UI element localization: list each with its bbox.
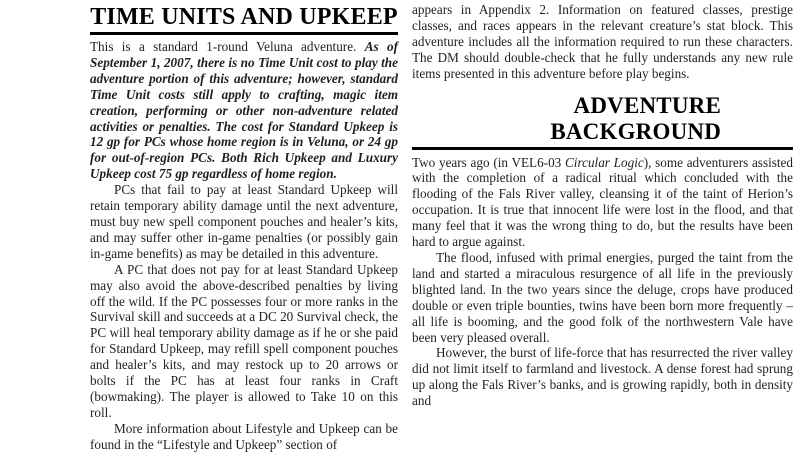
adventure-title-circular-logic: Circular Logic	[565, 154, 644, 170]
heading-line-background: BACKGROUND	[550, 118, 721, 144]
heading-rule	[412, 147, 793, 150]
paragraph-living-off-wild: A PC that does not pay for at least Standard Upkeep may also avoid the above-described penalties by living off the wild. If the PC possesses four or more ranks in the Survival skill and succeeds at a DC 20 Survival check, the PC will heal temporary ability damage as if he or she paid for Standard Upkeep, may refill spell component pouches and healer’s kits, and may restock up to 20 arrows or bolts if the PC has at least four ranks in Craft (bowmaking). The player is allowed to Take 10 on this roll.	[90, 261, 399, 420]
paragraph-more-information: More information about Lifestyle and Upkeep can be found in the “Lifestyle and Upkeep” section of	[90, 420, 398, 452]
paragraph-upkeep-penalties: PCs that fail to pay at least Standard Upkeep will retain temporary ability damage until the next adventure, must buy new spell component pouches and healer’s kits, and may suffer other in-game penalties (or possibly gain in-game benefits) as may be detailed in this adventure.	[90, 182, 398, 261]
section-heading-time-units-and-upkeep: TIME UNITS AND UPKEEP	[90, 4, 398, 30]
section-heading-adventure-background	[412, 93, 793, 145]
right-column	[412, 0, 793, 409]
time-unit-policy-emphasis: As of September 1, 2007, there is no Time Unit cost to play the adventure portion of this adventure; however, standard Time Unit costs still apply to crafting, magic item creation, performing or other non-adventure related activities or penalties. The cost for Standard Upkeep is 12 gp for PCs whose home region is in Veluna, or 24 gp for out-of-region PCs. Both Rich Upkeep and Luxury Upkeep cost 75 gp regardless of home region.	[90, 39, 398, 182]
paragraph-appendix-classes: appears in Appendix 2. Information on featured classes, prestige classes, and races appears in the relevant creature’s stat block. This adventure includes all the information required to run these characters. The DM should double-check that he fully understands any new rule items presented in this adventure before play begins.	[412, 2, 793, 81]
paragraph-adventure-intro	[90, 39, 398, 182]
paragraph-two-years-ago	[412, 155, 793, 250]
intro-text: This is a standard 1-round Veluna adventure.	[90, 39, 365, 54]
left-column	[90, 0, 398, 453]
heading-rule	[90, 32, 398, 35]
paragraph-flood-resurgence: The flood, infused with primal energies, purged the taint from the land and started a miraculous resurgence of all life in the previously blighted land. In the two years since the deluge, crops have produced double or even triple bounties, twins have been born more frequently – all life is booming, and the good folk of the northwestern Vale have been very pleased overall.	[412, 249, 793, 345]
heading-line-adventure: ADVENTURE	[573, 92, 721, 118]
paragraph-dense-forest: However, the burst of life-force that has resurrected the river valley did not limit itself to farmland and livestock. A dense forest had sprung up along the Fals River’s banks, and is growing rapidly, both in density and	[412, 345, 793, 409]
background-text-post: ), some adventurers assisted with the completion of a radical ritual which concluded with the flooding of the Fals River valley, cleansing it of the taint of Herion’s occupation. It is true that innocent life were lost in the flood, and that many feel that it was the wrong thing to do, but the results have been hard to argue against.	[412, 154, 793, 250]
background-text-pre: Two years ago (in VEL6-03	[412, 154, 565, 170]
